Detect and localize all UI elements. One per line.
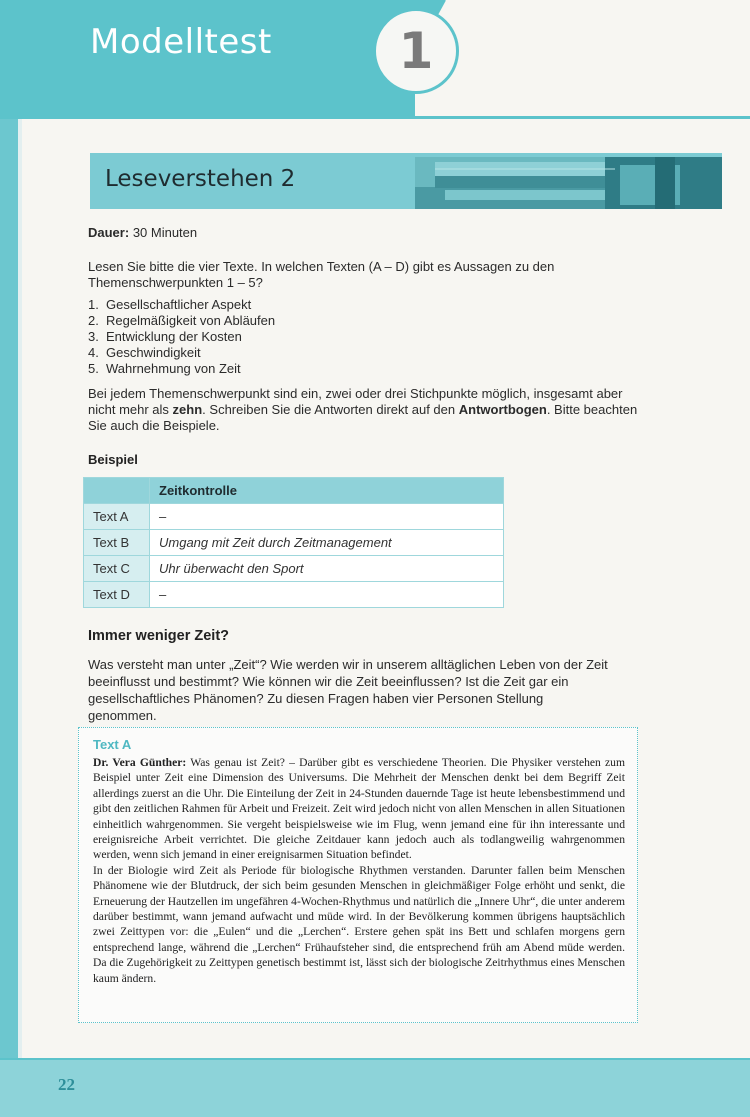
- text-a-paragraph-1: Dr. Vera Günther: Was genau ist Zeit? – Darüber gibt es verschiedene Theorien. Die Physiker verstehen zum Beispiel unter Zeit eine Dimension des Universums. Die Mehrheit der Menschen denkt bei dem Begriff Zeit allerdings zuerst an die Uhr. Die Einteilung der Zeit in 24-Stunden dauernde Tage ist heute lebensbestimmend und gibt den zeitlichen Rahmen für Arbeit und Freizeit. Zeit wird jedoch nicht von allen Menschen in allen Situationen einheitlich wahrgenommen. Sie vergeht beispielsweise wie im Flug, wenn jemand eine für ihn interessante und ereignisreiche Arbeit verrichtet. Die gleiche Zeitdauer kann jedoch auch als todlangweilig wahrgenommen werden, wenn sich jemand in einer ereignisarmen Situation befindet.: [93, 756, 625, 862]
- article-heading: Immer weniger Zeit?: [88, 628, 230, 644]
- table-row: Text D –: [84, 582, 504, 608]
- speaker-name: Dr. Vera Günther:: [93, 756, 187, 769]
- task-instructions: Bei jedem Themenschwerpunkt sind ein, zwei oder drei Stichpunkte möglich, insgesamt aber nicht mehr als zehn. Schreiben Sie die Antworten direkt auf den Antwortbogen. Bitte beachten Sie auch die Beispiele.: [88, 386, 638, 433]
- list-item: 4. Geschwindigkeit: [88, 345, 201, 360]
- task-intro: Lesen Sie bitte die vier Texte. In welchen Texten (A – D) gibt es Aussagen zu den Themenschwerpunkten 1 – 5?: [88, 259, 555, 290]
- footer-band: [0, 1058, 750, 1117]
- list-item: 1. Gesellschaftlicher Aspekt: [88, 297, 252, 312]
- table-row: Text A –: [84, 504, 504, 530]
- duration-label: Dauer:: [88, 225, 130, 240]
- column-header: Zeitkontrolle: [150, 478, 504, 504]
- page-number: 22: [58, 1075, 75, 1094]
- test-number: 1: [398, 22, 434, 80]
- table-row: Text B Umgang mit Zeit durch Zeitmanagement: [84, 530, 504, 556]
- text-a-label: Text A: [93, 737, 132, 752]
- text-a-paragraph-2: In der Biologie wird Zeit als Periode für biologische Rhythmen verstanden. Darunter fallen beim Menschen Phänomene wie der Blutdruck, der sich beim gesunden Menschen in gleichmäßiger Folge erhöht und senkt, die Erneuerung der Hautzellen im ungefähren 4-Wochen-Rhythmus und natürlich die „Innere Uhr“, die unter anderem darüber bestimmt, wann jemand aufwacht und müde wird. In der Bevölkerung kommen übrigens hauptsächlich zwei Zeittypen vor: die „Eulen“ und die „Lerchen“. Erstere gehen spät ins Bett und schlafen morgens gern entsprechend lange, während die „Lerchen“ Frühaufsteher sind, die entsprechend früh am Abend müde werden. Da die Zugehörigkeit zu Zeittypen genetisch bestimmt ist, lässt sich der biologische Zeitrhythmus eines Menschen kaum ändern.: [93, 863, 625, 985]
- duration: [88, 225, 648, 241]
- example-label: Beispiel: [88, 452, 138, 467]
- test-number-badge: [373, 8, 459, 94]
- text-a-box: [78, 727, 638, 1023]
- duration-value: 30 Minuten: [132, 225, 198, 240]
- topic-list: [88, 297, 275, 377]
- list-item: 2. Regelmäßigkeit von Abläufen: [88, 313, 276, 328]
- left-margin-inner-stripe: [18, 118, 22, 1058]
- example-table: [83, 477, 504, 608]
- page-title: Modelltest: [90, 22, 272, 62]
- text-a-body: [93, 755, 625, 986]
- left-margin-stripe: [0, 0, 18, 1117]
- books-photo: [415, 157, 722, 209]
- list-item: 5. Wahrnehmung von Zeit: [88, 361, 241, 376]
- section-title: Leseverstehen 2: [105, 166, 296, 192]
- table-row: Text C Uhr überwacht den Sport: [84, 556, 504, 582]
- article-lead: Was versteht man unter „Zeit“? Wie werden wir in unserem alltäglichen Leben von der Zeit beeinflusst und bestimmt? Wie können wir die Zeit beeinflussen? Ist die Zeit gar ein gesellschaftliches Phänomen? Zu diesen Fragen haben vier Personen Stellung genommen.: [88, 657, 608, 723]
- table-header-row: [84, 478, 504, 504]
- list-item: 3. Entwicklung der Kosten: [88, 329, 242, 344]
- table-corner-cell: [84, 478, 150, 504]
